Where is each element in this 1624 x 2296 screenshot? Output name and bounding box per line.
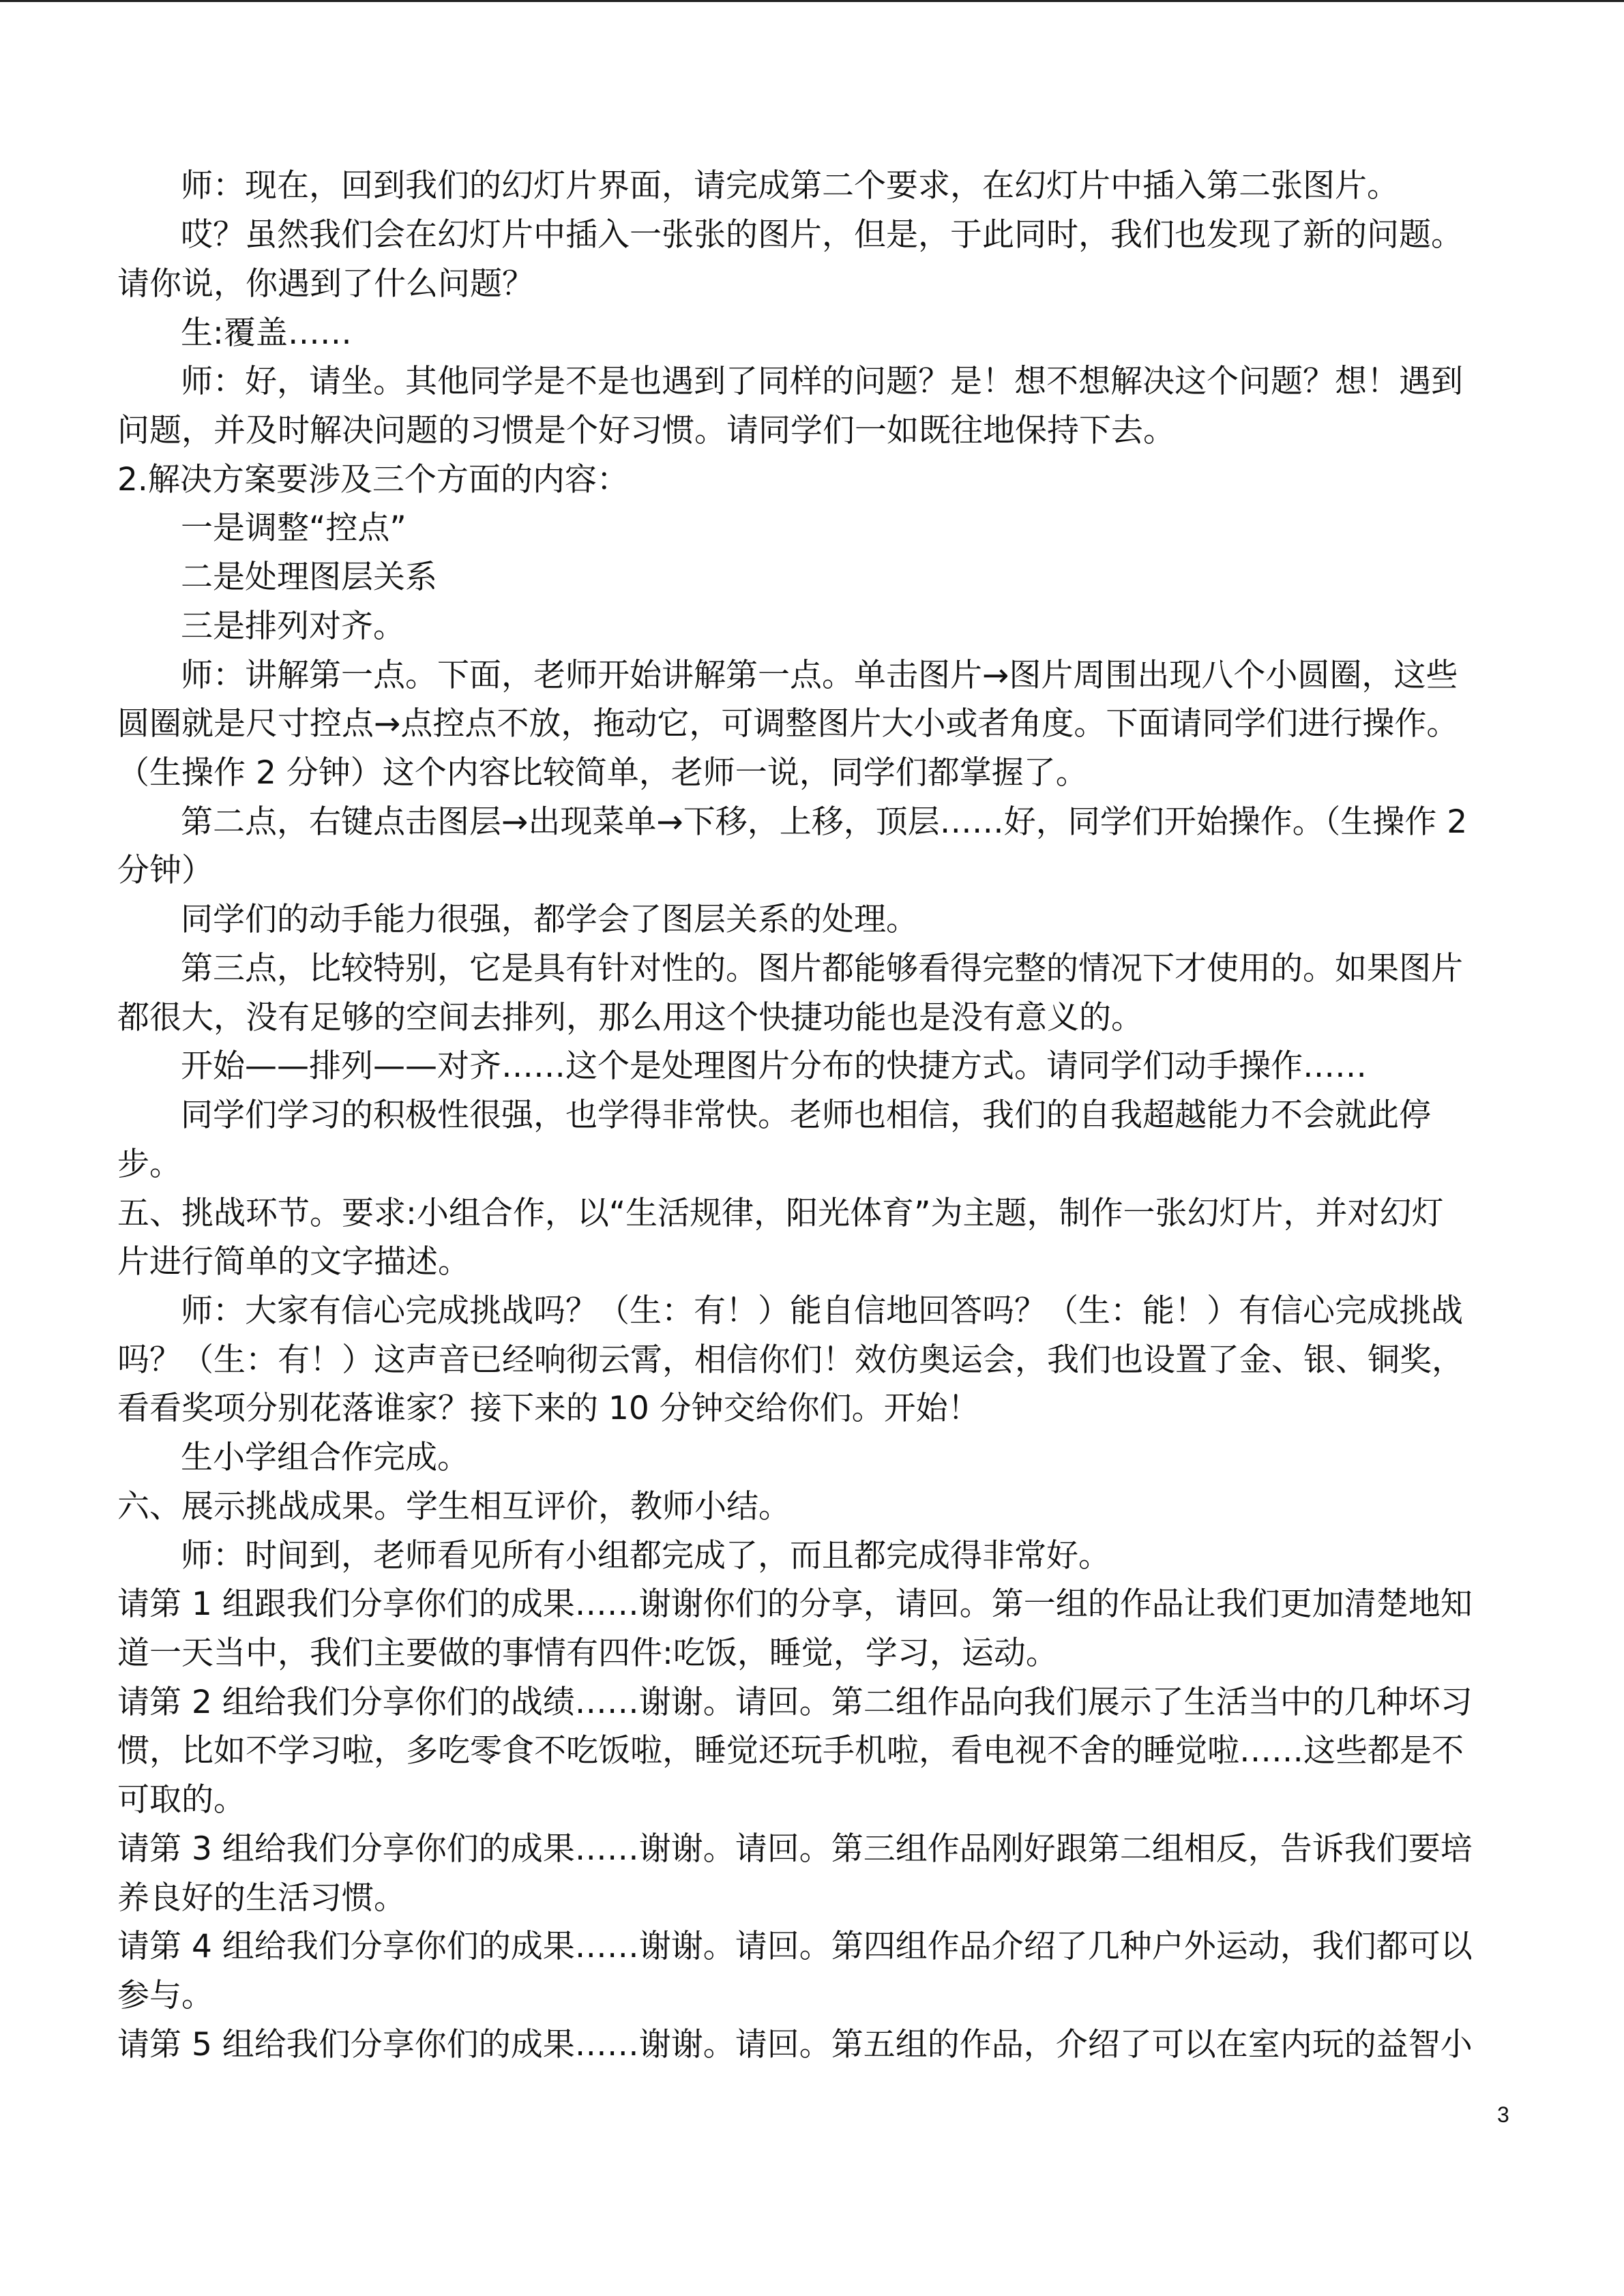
text-line: 三是排列对齐。 [181, 608, 405, 645]
text-line: 惯，比如不学习啦，多吃零食不吃饭啦，睡觉还玩手机啦，看电视不舍的睡觉啦……这些都是不 [117, 1732, 1464, 1770]
text-line: 步。 [117, 1146, 181, 1183]
text-line: 可取的。 [117, 1781, 246, 1819]
text-line: 哎？虽然我们会在幻灯片中插入一张张的图片，但是，于此同时，我们也发现了新的问题。 [181, 216, 1463, 254]
text-line: 开始——排列——对齐……这个是处理图片分布的快捷方式。请同学们动手操作…… [181, 1047, 1367, 1085]
text-line: 养良好的生活习惯。 [117, 1879, 406, 1917]
text-line: 圆圈就是尺寸控点→点控点不放，拖动它，可调整图片大小或者角度。下面请同学们进行操作。 [117, 705, 1459, 743]
text-line: 师：现在，回到我们的幻灯片界面，请完成第二个要求，在幻灯片中插入第二张图片。 [181, 167, 1399, 205]
text-line: 同学们学习的积极性很强，也学得非常快。老师也相信，我们的自我超越能力不会就此停 [181, 1097, 1431, 1134]
text-line: 生小学组合作完成。 [181, 1439, 469, 1476]
text-line: 请第 3 组给我们分享你们的成果……谢谢。请回。第三组作品刚好跟第二组相反，告诉我们要培 [117, 1830, 1473, 1868]
text-line: 参与。 [117, 1977, 213, 2014]
text-line: 请你说，你遇到了什么问题？ [117, 265, 534, 303]
page-number: 3 [1497, 2102, 1509, 2127]
section-heading: 五、挑战环节。要求:小组合作，以“生活规律，阳光体育”为主题，制作一张幻灯片，并对幻灯 [117, 1195, 1444, 1232]
text-line: 都很大，没有足够的空间去排列，那么用这个快捷功能也是没有意义的。 [117, 999, 1143, 1037]
text-line: 生:覆盖…… [181, 314, 352, 352]
text-line: 请第 1 组跟我们分享你们的成果……谢谢你们的分享，请回。第一组的作品让我们更加清楚地知 [117, 1585, 1473, 1623]
text-line: 师：时间到，老师看见所有小组都完成了，而且都完成得非常好。 [181, 1537, 1110, 1575]
text-line: （生操作 2 分钟）这个内容比较简单，老师一说，同学们都掌握了。 [117, 754, 1088, 792]
text-line: 道一天当中，我们主要做的事情有四件:吃饭，睡觉，学习，运动。 [117, 1635, 1058, 1672]
text-line: 问题，并及时解决问题的习惯是个好习惯。请同学们一如既往地保持下去。 [117, 412, 1175, 449]
text-line: 师：好，请坐。其他同学是不是也遇到了同样的问题？是！想不想解决这个问题？想！遇到 [181, 363, 1463, 400]
section-heading: 六、展示挑战成果。学生相互评价，教师小结。 [117, 1488, 791, 1525]
text-line: 第三点，比较特别，它是具有针对性的。图片都能够看得完整的情况下才使用的。如果图片 [181, 950, 1463, 987]
text-line: 一是调整“控点” [181, 509, 407, 547]
text-line: 二是处理图层关系 [181, 558, 437, 596]
text-line: 请第 5 组给我们分享你们的成果……谢谢。请回。第五组的作品，介绍了可以在室内玩的益智小 [117, 2026, 1473, 2063]
text-line: 第二点，右键点击图层→出现菜单→下移，上移，顶层……好，同学们开始操作。（生操作 2 [181, 803, 1468, 841]
text-line: 师：讲解第一点。下面，老师开始讲解第一点。单击图片→图片周围出现八个小圆圈，这些 [181, 657, 1458, 694]
text-line: 吗？（生：有！）这声音已经响彻云霄，相信你们！效仿奥运会，我们也设置了金、银、铜奖， [117, 1341, 1464, 1379]
text-line: 同学们的动手能力很强，都学会了图层关系的处理。 [181, 901, 918, 938]
section-heading: 2.解决方案要涉及三个方面的内容： [117, 461, 629, 498]
text-line: 请第 2 组给我们分享你们的战绩……谢谢。请回。第二组作品向我们展示了生活当中的几种坏习 [117, 1684, 1473, 1721]
text-line: 师：大家有信心完成挑战吗？（生：有！）能自信地回答吗？（生：能！）有信心完成挑战 [181, 1292, 1463, 1330]
text-line: 看看奖项分别花落谁家？接下来的 10 分钟交给你们。开始！ [117, 1390, 980, 1427]
text-line: 分钟） [117, 852, 213, 889]
text-line: 片进行简单的文字描述。 [117, 1243, 470, 1281]
text-line: 请第 4 组给我们分享你们的成果……谢谢。请回。第四组作品介绍了几种户外运动，我们都可以 [117, 1928, 1473, 1965]
